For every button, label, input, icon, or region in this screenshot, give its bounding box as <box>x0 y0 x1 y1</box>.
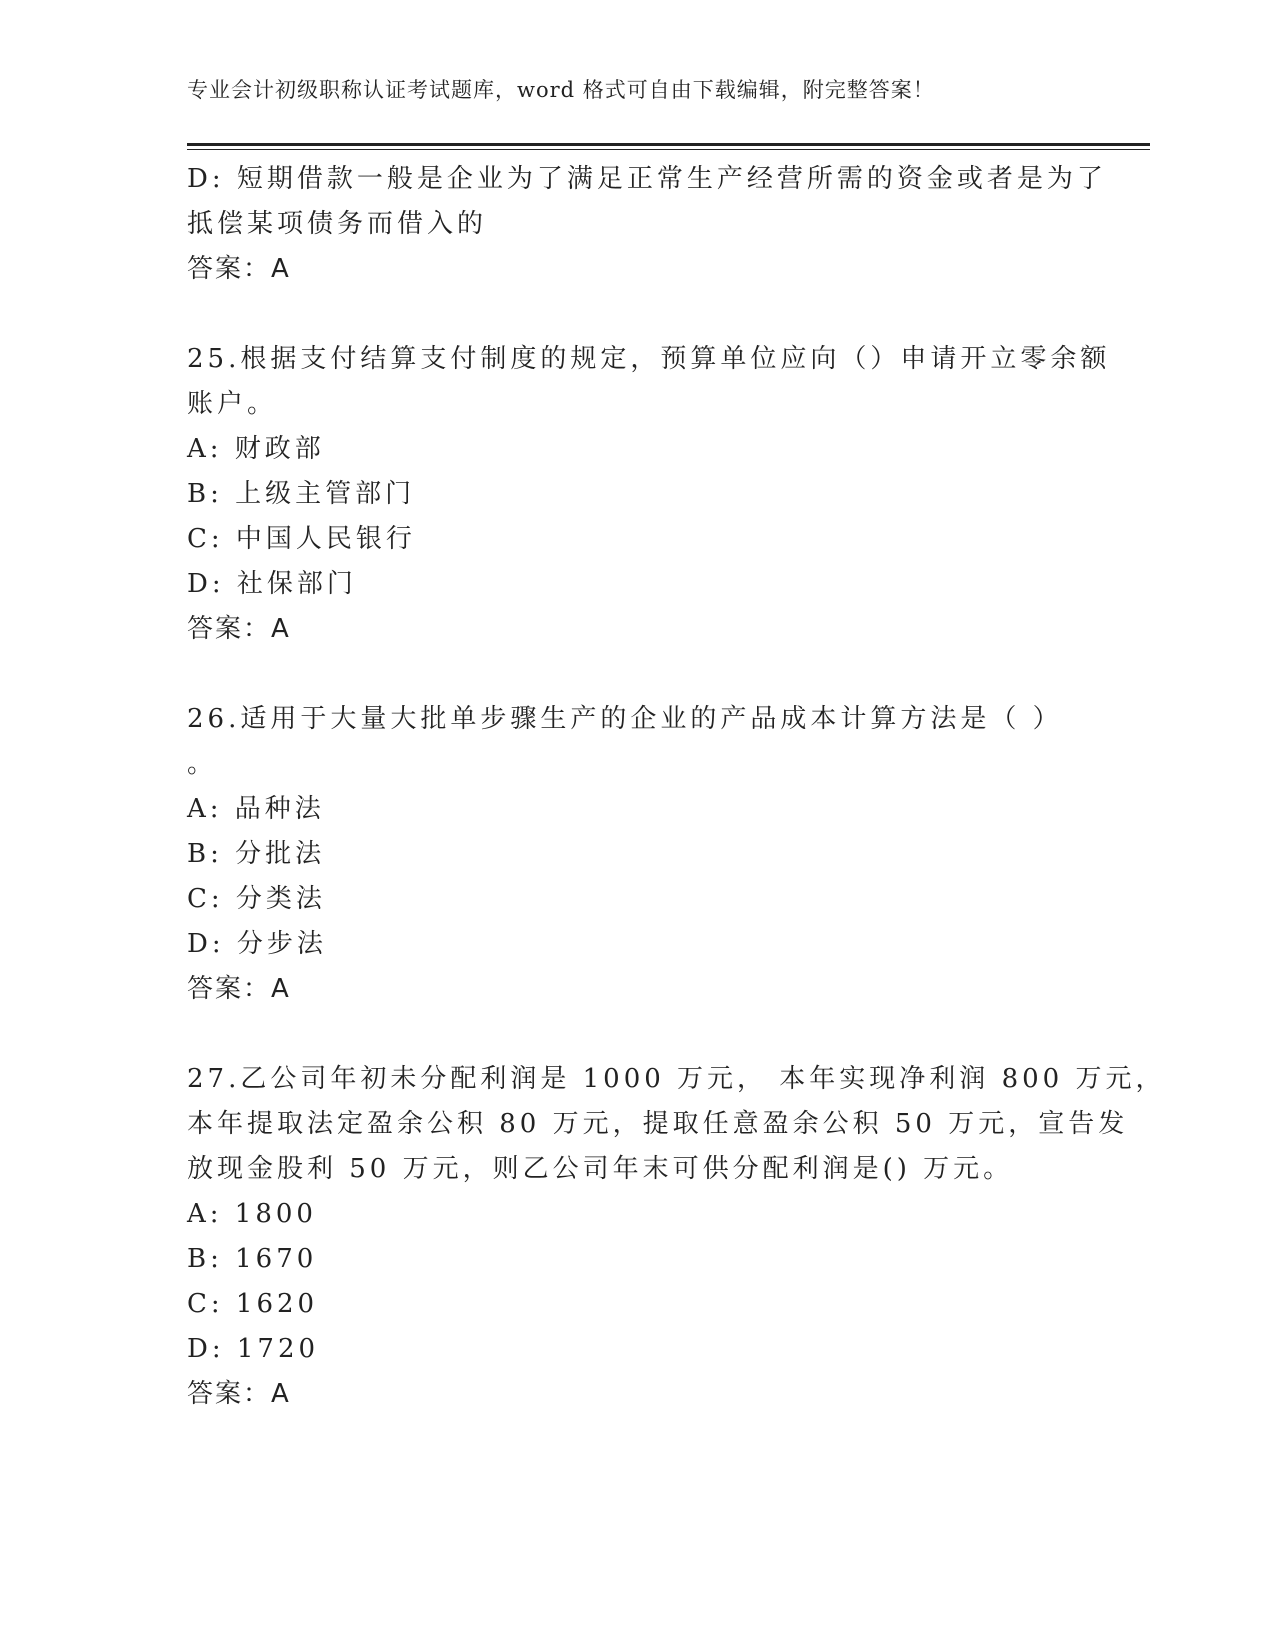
question-27 <box>187 1057 1166 1417</box>
option-d: D: 1720 <box>187 1334 320 1364</box>
option-a: A: 财政部 <box>187 434 325 464</box>
option-b: B: 1670 <box>187 1244 318 1274</box>
answer-label: 答案：A <box>187 614 291 644</box>
question-stem: 26.适用于大量大批单步骤生产的企业的产品成本计算方法是（ ） <box>187 704 1063 734</box>
option-c: C: 中国人民银行 <box>187 524 416 554</box>
question-25 <box>187 337 1111 652</box>
option-b: B: 上级主管部门 <box>187 479 416 509</box>
option-a: A: 品种法 <box>187 794 325 824</box>
option-c: C: 分类法 <box>187 884 326 914</box>
question-stem: 25.根据支付结算支付制度的规定，预算单位应向（）申请开立零余额 <box>187 344 1111 374</box>
question-stem: 放现金股利 50 万元，则乙公司年末可供分配利润是() 万元。 <box>187 1154 1014 1184</box>
question-stem: 。 <box>187 749 218 779</box>
question-stem: 账户。 <box>187 389 278 419</box>
answer-label: 答案：A <box>187 1379 291 1409</box>
option-d: D: 分步法 <box>187 929 327 959</box>
answer-label: 答案：A <box>187 974 291 1004</box>
question-26 <box>187 697 1087 1012</box>
header-divider-thin <box>187 149 1150 150</box>
option-a: A: 1800 <box>187 1199 317 1229</box>
question-list <box>187 157 1166 1417</box>
option-d-line: D: 短期借款一般是企业为了满足正常生产经营所需的资金或者是为了 <box>187 164 1107 194</box>
option-d-line: 抵偿某项债务而借入的 <box>187 209 488 239</box>
prev-question-tail <box>187 157 1107 292</box>
page-header: 专业会计初级职称认证考试题库，word 格式可自由下载编辑，附完整答案！ <box>187 78 935 102</box>
option-b: B: 分批法 <box>187 839 326 869</box>
answer-label: 答案：A <box>187 254 291 284</box>
option-c: C: 1620 <box>187 1289 319 1319</box>
question-stem: 27.乙公司年初未分配利润是 1000 万元， 本年实现净利润 800 万元， <box>187 1064 1166 1094</box>
question-stem: 本年提取法定盈余公积 80 万元，提取任意盈余公积 50 万元，宣告发 <box>187 1109 1129 1139</box>
option-d: D: 社保部门 <box>187 569 357 599</box>
header-divider-thick <box>187 143 1150 146</box>
